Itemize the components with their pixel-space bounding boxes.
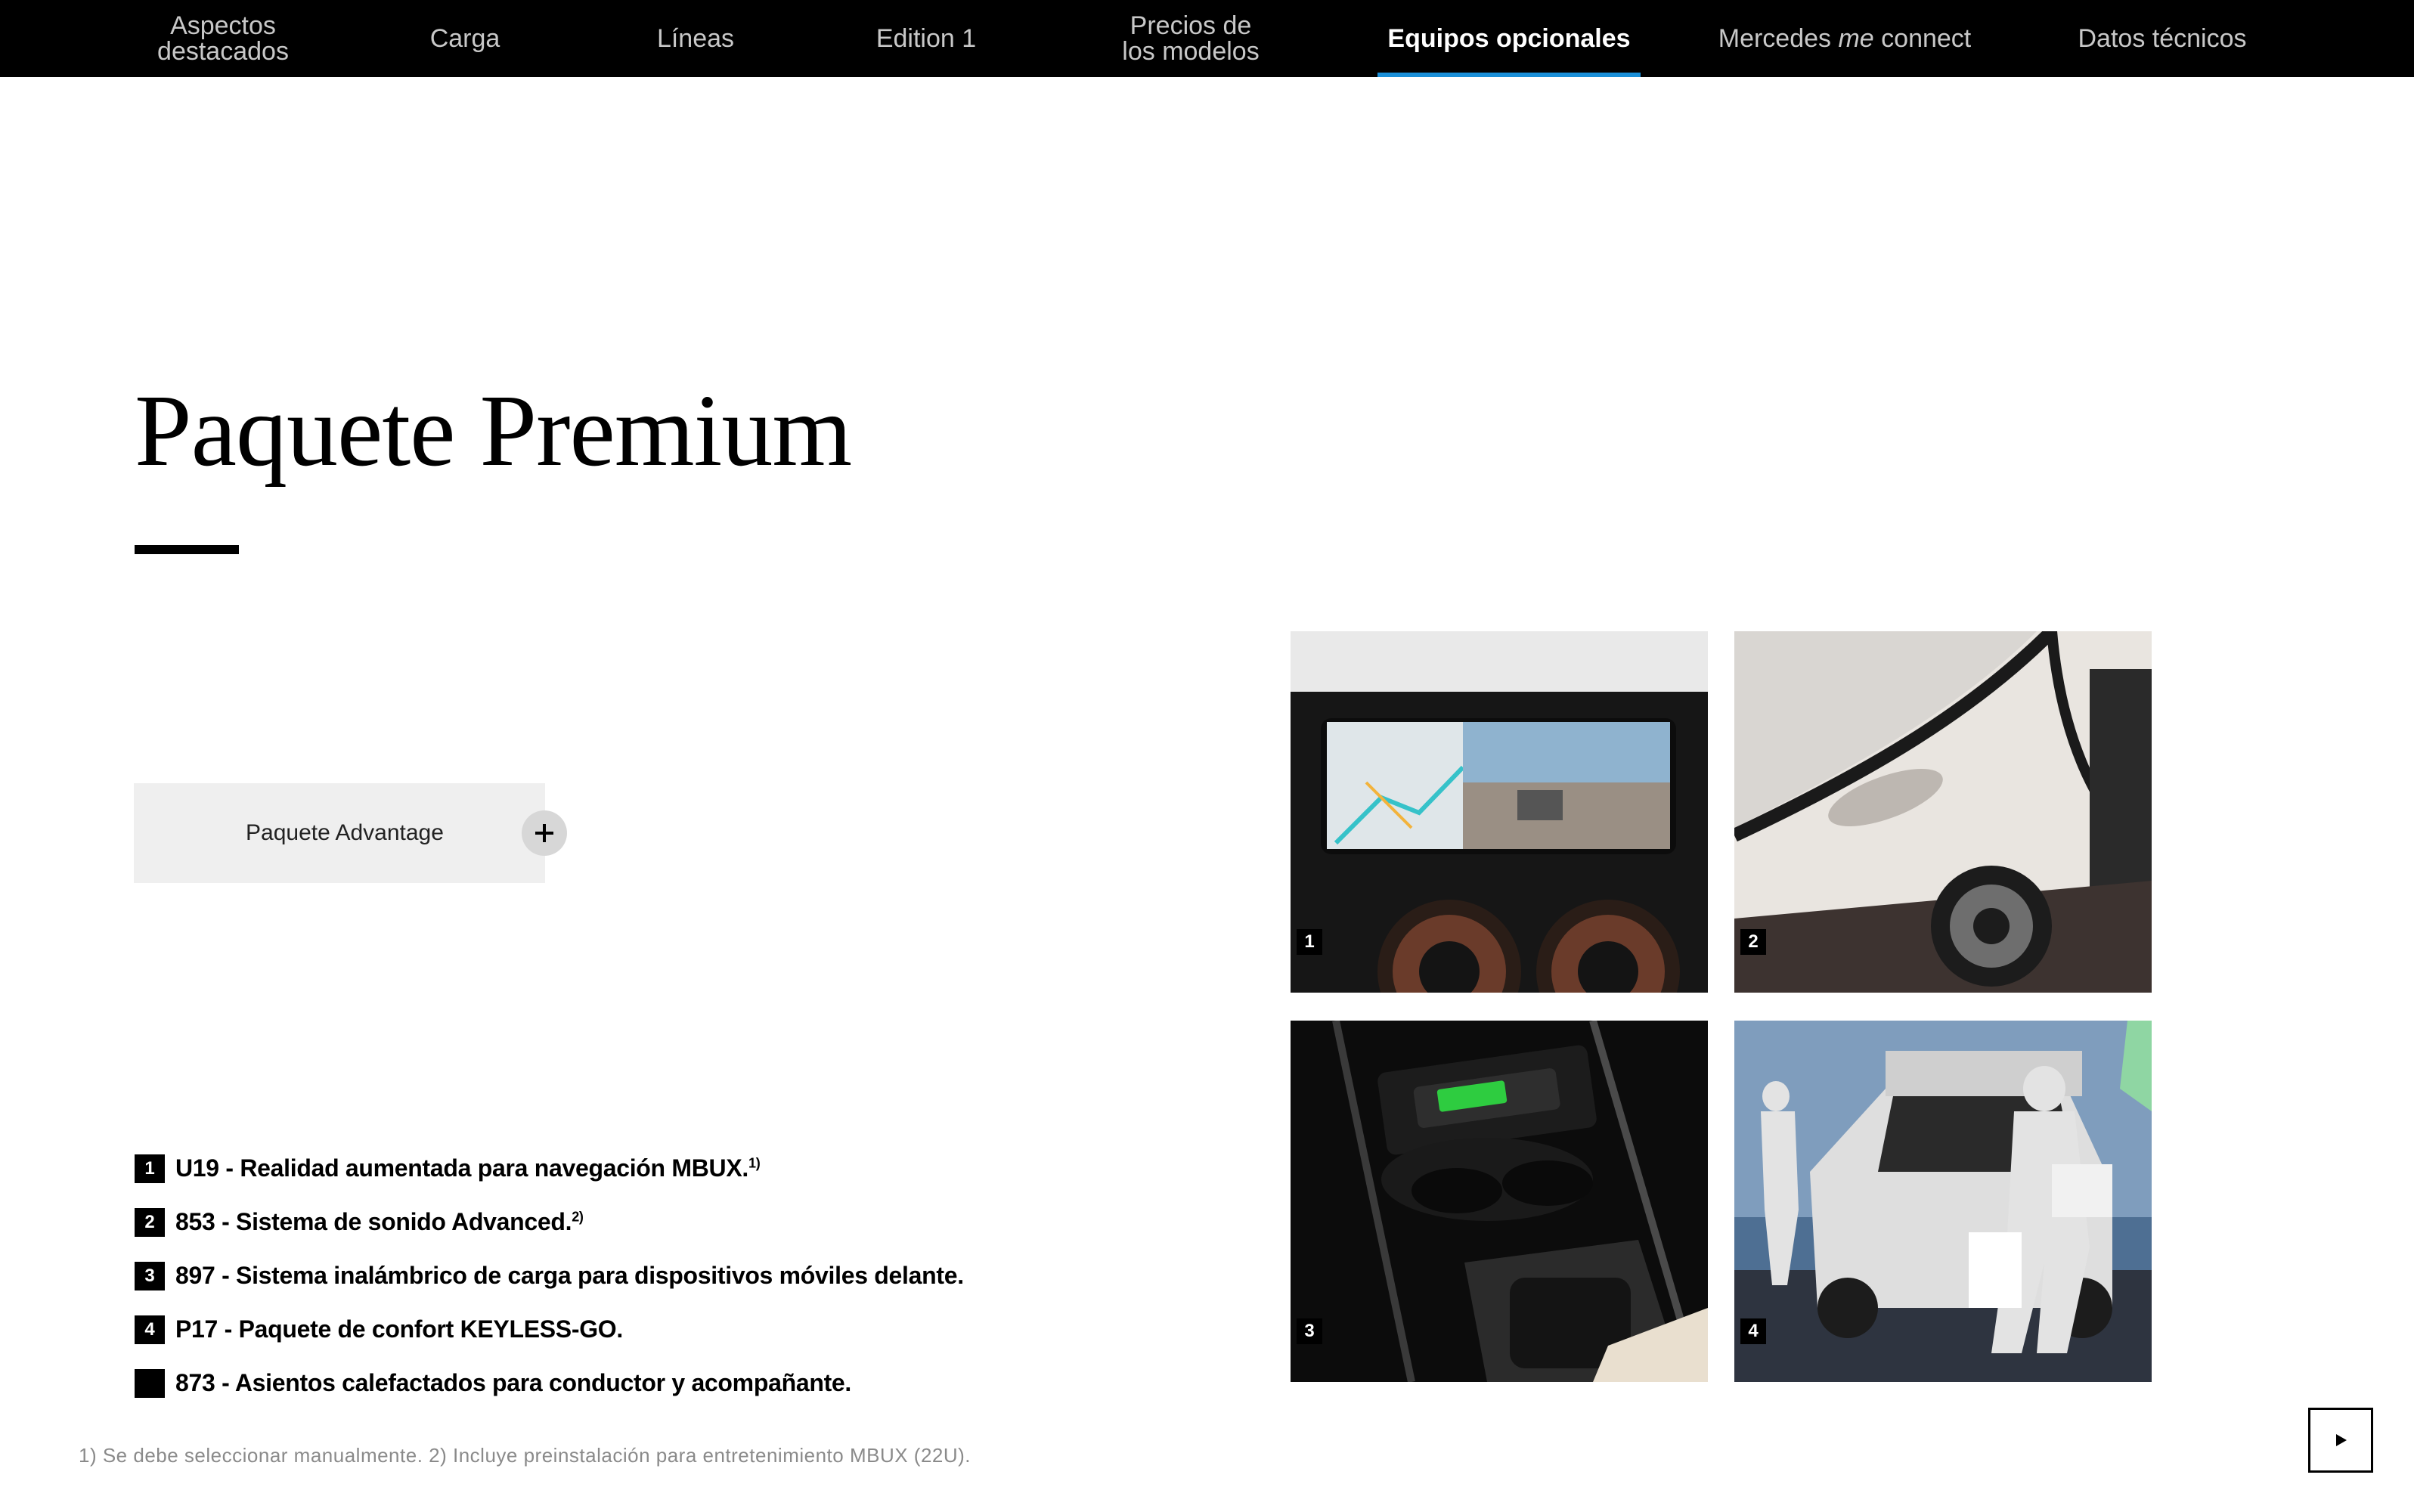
nav-item-label: Aspectos destacados (157, 11, 289, 66)
feature-label: 873 - Asientos calefactados para conductor y acompañante. (175, 1369, 852, 1396)
dashboard-screen-image (1291, 631, 1708, 993)
number-badge: 1 (135, 1154, 165, 1183)
list-item (135, 1303, 964, 1356)
feature-text (175, 1262, 964, 1290)
nav-item-label-prefix: Mercedes (1718, 24, 1839, 53)
nav-item-label: Líneas (656, 24, 735, 53)
title-divider (135, 545, 239, 554)
image-number-badge: 4 (1740, 1318, 1766, 1344)
interior-speaker-image (1734, 631, 2152, 993)
number-badge (135, 1369, 165, 1398)
image-sound-speaker (1734, 631, 2152, 993)
number-badge: 4 (135, 1315, 165, 1344)
nav-item-label: Equipos opcionales (1387, 24, 1631, 53)
feature-text (175, 1369, 851, 1397)
nav-item-precios-modelos[interactable] (1096, 0, 1285, 77)
center-console-image (1291, 1021, 1708, 1382)
footnote: 1) Se debe seleccionar manualmente. 2) Incluye preinstalación para entretenimiento MBUX (22U). (79, 1444, 971, 1467)
nav-item-mercedes-me-connect[interactable] (1694, 0, 1996, 77)
image-number-badge: 2 (1740, 929, 1766, 955)
list-item (135, 1356, 964, 1410)
accordion-label: Paquete Advantage (246, 820, 444, 845)
feature-label: U19 - Realidad aumentada para navegación MBUX. (175, 1154, 748, 1182)
play-triangle-icon (2332, 1432, 2349, 1448)
list-item (135, 1249, 964, 1303)
top-navigation (0, 0, 2414, 77)
nav-item-label: Datos técnicos (2078, 24, 2247, 53)
feature-label: 853 - Sistema de sonido Advanced. (175, 1208, 572, 1235)
image-number-badge: 3 (1297, 1318, 1322, 1344)
next-page-button[interactable] (2308, 1408, 2373, 1473)
nav-item-aspectos-destacados[interactable] (136, 0, 310, 77)
keyless-go-illustration-image (1734, 1021, 2152, 1382)
plus-icon (533, 822, 556, 844)
image-number-badge: 1 (1297, 929, 1322, 955)
list-item (135, 1142, 964, 1195)
feature-label: 897 - Sistema inalámbrico de carga para dispositivos móviles delante. (175, 1262, 964, 1289)
nav-item-edition-1[interactable] (847, 0, 1006, 77)
feature-label: P17 - Paquete de confort KEYLESS-GO. (175, 1315, 623, 1343)
number-badge: 2 (135, 1208, 165, 1237)
feature-text (175, 1154, 760, 1182)
nav-item-equipos-opcionales[interactable] (1377, 0, 1641, 77)
expand-button[interactable] (522, 810, 567, 856)
nav-item-lineas[interactable] (628, 0, 764, 77)
feature-list (135, 1142, 964, 1410)
image-wireless-charging (1291, 1021, 1708, 1382)
nav-item-label-suffix: connect (1873, 24, 1972, 53)
footnote-ref: 1) (748, 1155, 761, 1171)
accordion-paquete-advantage[interactable] (134, 783, 545, 883)
image-keyless-go (1734, 1021, 2152, 1382)
feature-text (175, 1315, 623, 1343)
nav-item-label: Precios de los modelos (1122, 11, 1260, 66)
list-item (135, 1195, 964, 1249)
nav-item-datos-tecnicos[interactable] (2056, 0, 2268, 77)
nav-item-label: Carga (429, 24, 500, 53)
page-title: Paquete Premium (135, 374, 852, 488)
nav-item-label: Edition 1 (875, 24, 977, 53)
nav-item-label-em: me (1838, 24, 1874, 53)
image-mbux-navigation (1291, 631, 1708, 993)
nav-item-carga[interactable] (401, 0, 529, 77)
number-badge: 3 (135, 1262, 165, 1290)
footnote-ref: 2) (572, 1209, 584, 1225)
feature-text (175, 1208, 584, 1236)
